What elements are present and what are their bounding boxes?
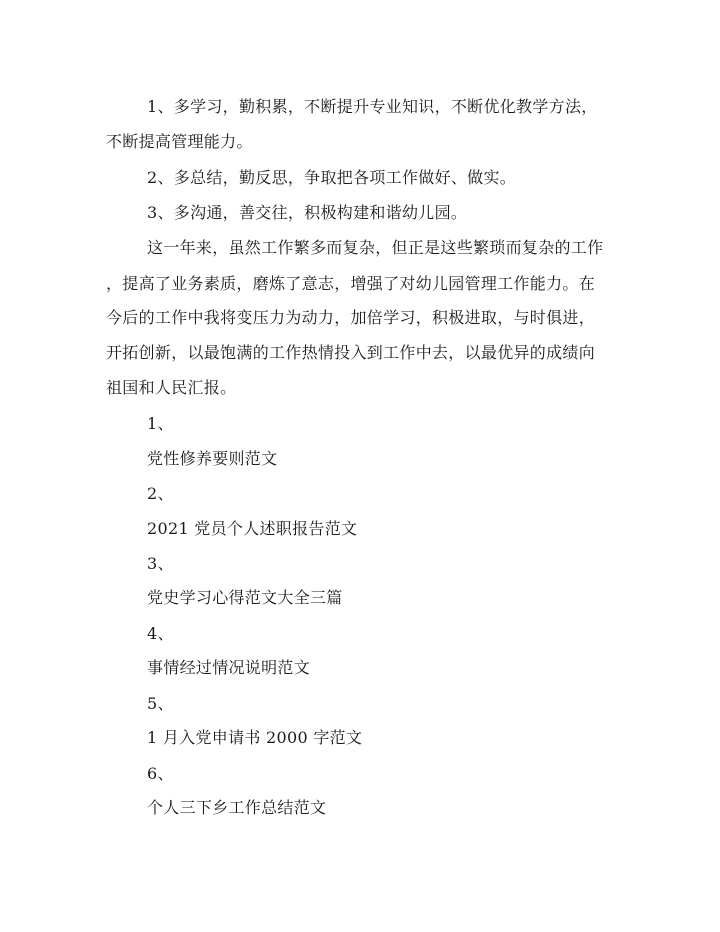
paragraph-4-line-5: 祖国和人民汇报。: [106, 378, 237, 397]
related-article-number: 2、: [147, 484, 174, 503]
related-article-link[interactable]: 个人三下乡工作总结范文: [147, 798, 327, 817]
related-article-link[interactable]: 2021 党员个人述职报告范文: [147, 519, 358, 538]
paragraph-3: 3、多沟通，善交往，积极构建和谐幼儿园。: [147, 203, 468, 222]
related-article-number: 4、: [147, 624, 174, 643]
related-article-link[interactable]: 党性修养要则范文: [147, 449, 278, 468]
paragraph-2: 2、多总结，勤反思，争取把各项工作做好、做实。: [147, 168, 517, 187]
related-article-number: 1、: [147, 414, 174, 433]
paragraph-4-line-4: 开拓创新，以最饱满的工作热情投入到工作中去，以最优异的成绩向: [106, 343, 596, 362]
paragraph-4-line-3: 今后的工作中我将变压力为动力，加倍学习，积极进取，与时俱进，: [106, 308, 596, 327]
related-article-number: 5、: [147, 694, 174, 713]
related-article-number: 3、: [147, 554, 174, 573]
paragraph-1-line-2: 不断提高管理能力。: [106, 132, 253, 151]
related-article-link[interactable]: 1 月入党申请书 2000 字范文: [147, 728, 363, 747]
paragraph-4-line-2: ，提高了业务素质，磨炼了意志，增强了对幼儿园管理工作能力。在: [106, 274, 596, 293]
paragraph-1-line-1: 1、多学习，勤积累，不断提升专业知识，不断优化教学方法，: [147, 97, 598, 116]
related-article-link[interactable]: 党史学习心得范文大全三篇: [147, 588, 343, 607]
paragraph-4-line-1: 这一年来，虽然工作繁多而复杂，但正是这些繁琐而复杂的工作: [147, 238, 604, 257]
related-article-link[interactable]: 事情经过情况说明范文: [147, 658, 311, 677]
related-article-number: 6、: [147, 764, 174, 783]
